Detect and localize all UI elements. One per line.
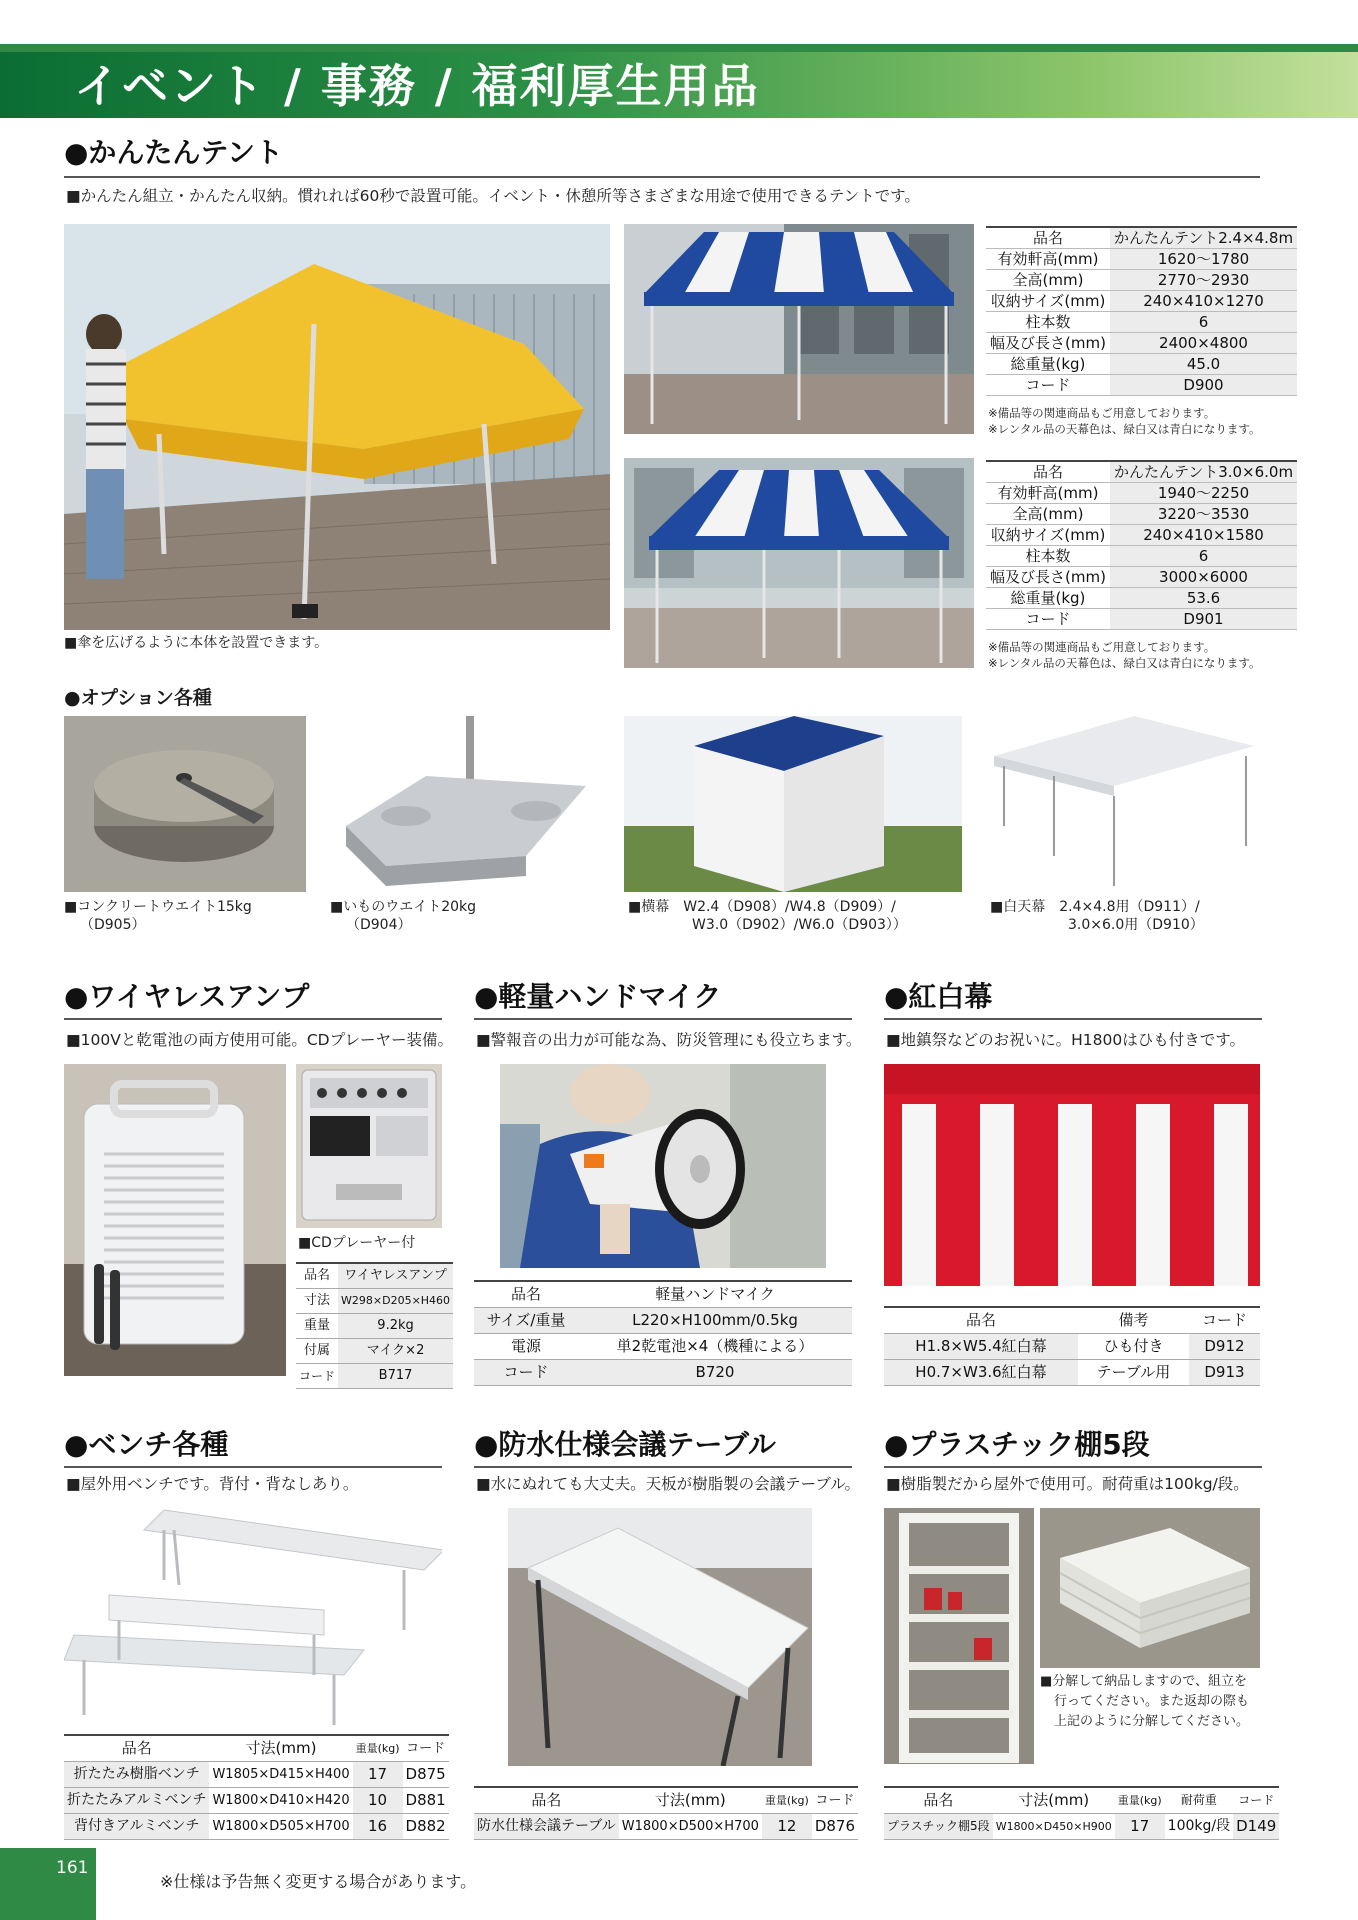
table-header: コード: [815, 1793, 855, 1808]
spec-value: 3000×6000: [1110, 567, 1297, 588]
table-cell: 16: [353, 1814, 403, 1840]
spec-label: 総重量(kg): [986, 588, 1110, 609]
spec-label: 付属: [304, 1343, 331, 1358]
spec-label: 有効軒高(mm): [986, 249, 1110, 270]
kohaku-curtain-photo: [884, 1064, 1260, 1286]
spec-label: コード: [474, 1360, 578, 1386]
concrete-weight-photo: [64, 716, 306, 892]
tent-caption: ■傘を広げるように本体を設置できます。: [64, 635, 329, 651]
spec-value: 単2乾電池×4（機種による）: [616, 1337, 814, 1355]
casting-weight-photo: [326, 716, 608, 892]
bench-section-rule: [64, 1466, 442, 1468]
shelf-section-rule: [884, 1466, 1262, 1468]
table-header: コード: [406, 1741, 446, 1756]
kohaku-section-rule: [884, 1018, 1262, 1020]
table-header: 備考: [1118, 1311, 1149, 1329]
spec-label: 全高(mm): [986, 270, 1110, 291]
spec-label: 柱本数: [986, 546, 1110, 567]
table-cell: 10: [353, 1788, 403, 1814]
table-cell: 17: [353, 1762, 403, 1788]
table-header: 耐荷重: [1180, 1793, 1217, 1807]
table-header: 重量(kg): [764, 1794, 809, 1807]
mic-description: ■警報音の出力が可能な為、防災管理にも役立ちます。: [476, 1031, 862, 1049]
spec-value: ワイヤレスアンプ: [338, 1263, 453, 1289]
spec-label: 寸法: [304, 1293, 331, 1308]
shelf-section-title: ●プラスチック棚5段: [884, 1428, 1150, 1461]
spec-value: 9.2kg: [338, 1314, 453, 1339]
table-cell: W1805×D415×H400: [212, 1767, 350, 1782]
option-casting-line2: （D904）: [346, 917, 412, 933]
spec-label: 品名: [510, 1285, 541, 1303]
table-cell: 100kg/段: [1167, 1818, 1231, 1834]
amp-photo: [64, 1064, 286, 1376]
table-cell: 折たたみアルミベンチ: [64, 1788, 209, 1814]
amp-section-title: ●ワイヤレスアンプ: [64, 980, 310, 1013]
amp-description: ■100Vと乾電池の両方使用可能。CDプレーヤー装備。: [66, 1031, 453, 1049]
spec-label: 幅及び長さ(mm): [986, 333, 1110, 354]
tent-note-a2: ※レンタル品の天幕色は、緑白又は青白になります。: [988, 422, 1261, 436]
spec-value: 240×410×1580: [1110, 525, 1297, 546]
table-cell: D882: [405, 1817, 446, 1835]
table-header: 重量(kg): [1117, 1794, 1162, 1807]
spec-value: 2770～2930: [1110, 270, 1297, 291]
spec-value: 45.0: [1110, 354, 1297, 375]
spec-value: マイク×2: [338, 1339, 453, 1364]
tent-blue-photo-3-0: [624, 458, 974, 668]
tent-section-title: ●かんたんテント: [64, 136, 284, 169]
option-concrete-line2: （D905）: [80, 917, 146, 933]
table-cell: D875: [405, 1765, 446, 1783]
table-header: 品名: [965, 1311, 996, 1329]
table-cell: H1.8×W5.4紅白幕: [884, 1334, 1078, 1360]
spec-label: 有効軒高(mm): [986, 483, 1110, 504]
spec-value: L220×H100mm/0.5kg: [578, 1308, 852, 1334]
spec-label: 電源: [510, 1337, 541, 1355]
spec-label: サイズ/重量: [474, 1308, 578, 1334]
tent-description: ■かんたん組立・かんたん収納。慣れれば60秒で設置可能。イベント・休憩所等さまざまな用途で使用できるテントです。: [66, 187, 920, 205]
table-header: 品名: [923, 1791, 954, 1809]
table-cell: 折たたみ樹脂ベンチ: [64, 1762, 209, 1788]
page-number: 161: [56, 1858, 89, 1878]
spec-label: 柱本数: [986, 312, 1110, 333]
bench-section-title: ●ベンチ各種: [64, 1428, 229, 1461]
mic-spec-table: [474, 1280, 852, 1386]
side-curtain-photo: [624, 716, 962, 892]
table-description: ■水にぬれても大丈夫。天板が樹脂製の会議テーブル。: [476, 1475, 861, 1493]
table-cell: D881: [405, 1791, 446, 1809]
table-cell: D913: [1189, 1360, 1260, 1386]
table-header: 寸法(mm): [654, 1791, 726, 1809]
spec-label: コード: [986, 609, 1110, 630]
spec-value: かんたんテント3.0×6.0m: [1110, 461, 1297, 483]
tent-main-photo: [64, 224, 610, 630]
table-cell: ひも付き: [1103, 1337, 1164, 1355]
kohaku-table: [884, 1306, 1260, 1386]
spec-value: W298×D205×H460: [338, 1289, 453, 1314]
table-header: 品名: [121, 1739, 152, 1757]
table-header: コード: [1201, 1311, 1247, 1329]
spec-value: D900: [1110, 375, 1297, 396]
table-cell: プラスチック棚5段: [884, 1814, 993, 1840]
table-header: コード: [1238, 1793, 1275, 1807]
spec-value: 3220～3530: [1110, 504, 1297, 525]
table-cell: W1800×D410×H420: [212, 1793, 350, 1808]
table-cell: D912: [1189, 1334, 1260, 1360]
spec-value: かんたんテント2.4×4.8m: [1110, 227, 1297, 249]
spec-value: 240×410×1270: [1110, 291, 1297, 312]
amp-spec-table: [296, 1262, 453, 1389]
tent-blue-photo-2-4: [624, 224, 974, 434]
amp-cd-label: ■CDプレーヤー付: [298, 1235, 416, 1251]
bench-description: ■屋外用ベンチです。背付・背なしあり。: [66, 1475, 359, 1493]
shelf-note-line1: ■分解して納品しますので、組立を: [1040, 1674, 1248, 1689]
bench-photo: [64, 1500, 442, 1730]
spec-label: 幅及び長さ(mm): [986, 567, 1110, 588]
spec-label: コード: [299, 1369, 336, 1383]
table-cell: H0.7×W3.6紅白幕: [884, 1360, 1078, 1386]
shelf-description: ■樹脂製だから屋外で使用可。耐荷重は100kg/段。: [886, 1475, 1249, 1493]
table-cell: W1800×D450×H900: [995, 1820, 1112, 1833]
tent-section-rule: [64, 176, 1260, 178]
shelf-disassembled-photo: [1040, 1508, 1260, 1668]
amp-section-rule: [64, 1018, 442, 1020]
shelf-note-line3: 上記のように分解してください。: [1054, 1714, 1250, 1729]
table-row: [884, 1360, 1260, 1386]
spec-value: B720: [578, 1360, 852, 1386]
table-cell: D876: [814, 1817, 856, 1835]
mic-section-title: ●軽量ハンドマイク: [474, 980, 722, 1013]
table-section-rule: [474, 1466, 852, 1468]
spec-value: 6: [1110, 312, 1297, 333]
megaphone-photo: [500, 1064, 826, 1268]
table-cell: 防水仕様会議テーブル: [474, 1814, 619, 1840]
table-header: 重量(kg): [355, 1742, 400, 1755]
table-row: [64, 1762, 449, 1788]
shelf-note-line2: 行ってください。また返却の際も: [1054, 1694, 1250, 1709]
spec-value: 1940～2250: [1110, 483, 1297, 504]
option-casting-line1: ■いものウエイト20kg: [330, 899, 477, 915]
mic-section-rule: [474, 1018, 852, 1020]
spec-label: 全高(mm): [986, 504, 1110, 525]
spec-value: D901: [1110, 609, 1297, 630]
shelf-table: [884, 1786, 1279, 1840]
spec-label: コード: [986, 375, 1110, 396]
spec-label: 収納サイズ(mm): [986, 291, 1110, 312]
table-row: [64, 1788, 449, 1814]
tent-note-a1: ※備品等の関連商品もご用意しております。: [988, 406, 1216, 420]
amp-cd-photo: [296, 1064, 442, 1228]
header-top-rule: [0, 44, 1358, 52]
table-cell: W1800×D505×H700: [212, 1819, 350, 1834]
table-cell: D149: [1233, 1814, 1279, 1840]
table-header: 寸法(mm): [245, 1739, 317, 1757]
tent-spec-table-2-4: [986, 226, 1297, 396]
footer-note: ※仕様は予告無く変更する場合があります。: [160, 1872, 477, 1891]
spec-value: 6: [1110, 546, 1297, 567]
meeting-table-photo: [508, 1508, 812, 1766]
table-header: 寸法(mm): [1018, 1791, 1090, 1809]
spec-label: 品名: [304, 1268, 331, 1283]
table-row: [64, 1814, 449, 1840]
options-title: ●オプション各種: [64, 687, 212, 709]
table-cell: 背付きアルミベンチ: [64, 1814, 209, 1840]
spec-value: 1620～1780: [1110, 249, 1297, 270]
shelf-assembled-photo: [884, 1508, 1034, 1764]
spec-label: 総重量(kg): [986, 354, 1110, 375]
spec-value: B717: [338, 1364, 453, 1389]
spec-value: 53.6: [1110, 588, 1297, 609]
option-curtain-line2: W3.0（D902）/W6.0（D903））: [692, 917, 907, 933]
table-row: [884, 1814, 1279, 1840]
white-canopy-photo: [984, 716, 1260, 892]
table-cell: 17: [1115, 1814, 1165, 1840]
spec-label: 品名: [986, 461, 1110, 483]
table-cell: テーブル用: [1096, 1363, 1171, 1381]
meeting-table-table: [474, 1786, 858, 1840]
kohaku-section-title: ●紅白幕: [884, 980, 993, 1013]
table-section-title: ●防水仕様会議テーブル: [474, 1428, 776, 1461]
option-canopy-line2: 3.0×6.0用（D910）: [1068, 917, 1204, 933]
table-cell: 12: [762, 1814, 812, 1840]
page-title: イベント / 事務 / 福利厚生用品: [74, 59, 760, 113]
table-row: [474, 1814, 858, 1840]
spec-label: 品名: [986, 227, 1110, 249]
spec-value: 2400×4800: [1110, 333, 1297, 354]
tent-note-b2: ※レンタル品の天幕色は、緑白又は青白になります。: [988, 656, 1261, 670]
option-concrete-line1: ■コンクリートウエイト15kg: [64, 899, 252, 915]
spec-value: 軽量ハンドマイク: [655, 1285, 775, 1303]
spec-label: 収納サイズ(mm): [986, 525, 1110, 546]
tent-spec-table-3-0: [986, 460, 1297, 630]
bench-table: [64, 1734, 449, 1840]
tent-note-b1: ※備品等の関連商品もご用意しております。: [988, 640, 1216, 654]
option-curtain-line1: ■横幕 W2.4（D908）/W4.8（D909）/: [628, 899, 896, 915]
spec-label: 重量: [304, 1318, 331, 1333]
table-row: [884, 1334, 1260, 1360]
table-cell: W1800×D500×H700: [621, 1819, 759, 1834]
kohaku-description: ■地鎮祭などのお祝いに。H1800はひも付きです。: [886, 1031, 1246, 1049]
table-header: 品名: [531, 1791, 562, 1809]
option-canopy-line1: ■白天幕 2.4×4.8用（D911）/: [990, 899, 1200, 915]
